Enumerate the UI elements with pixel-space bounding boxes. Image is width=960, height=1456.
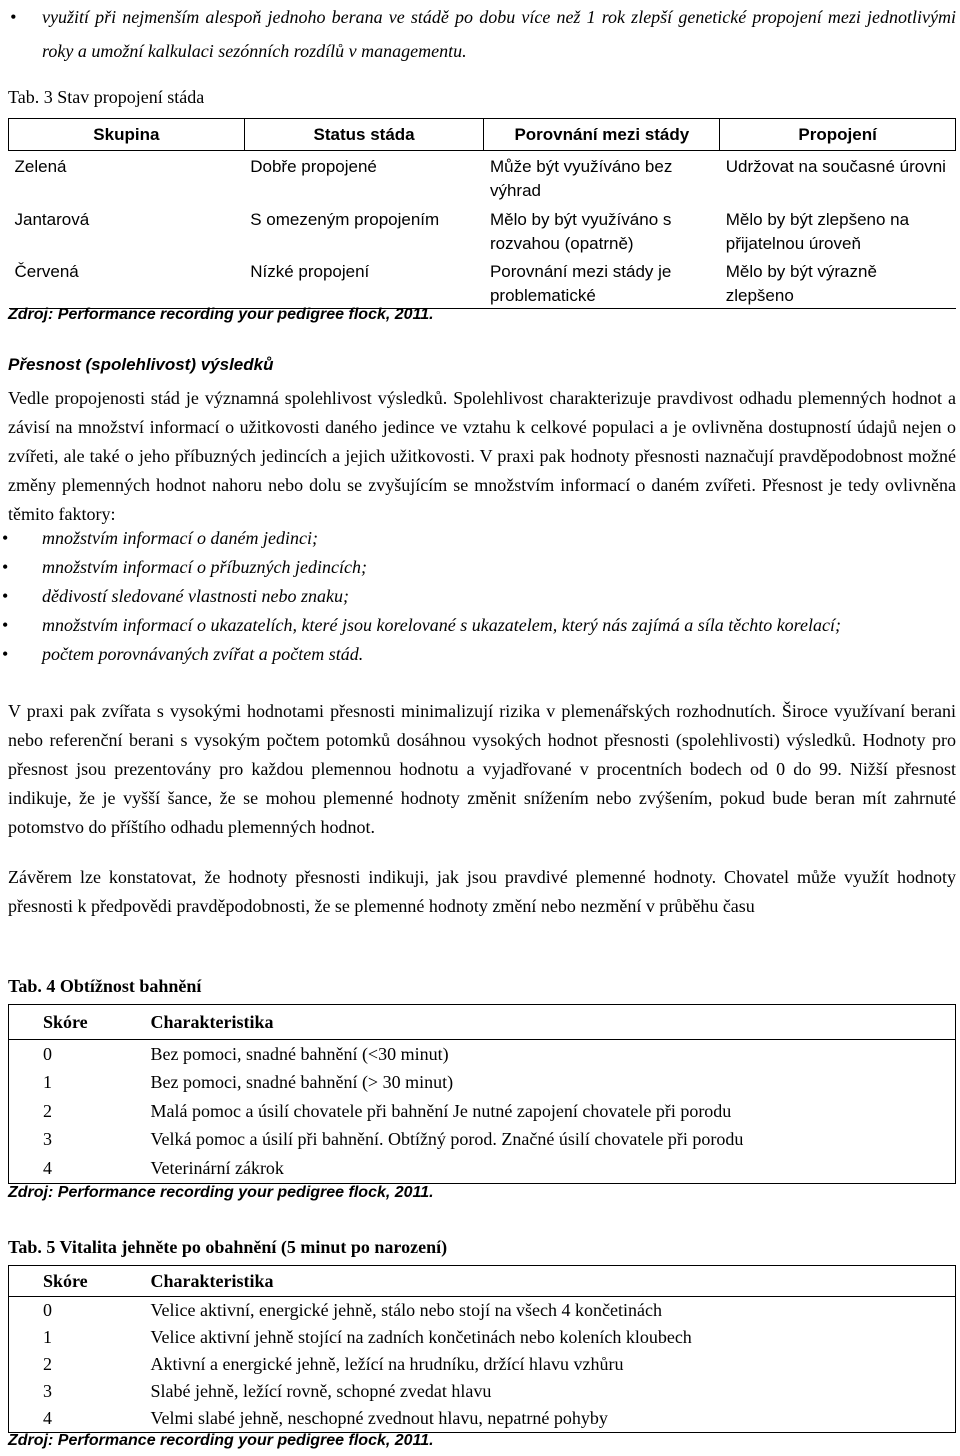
table-row: [9, 1297, 956, 1325]
tab5-header-cell: Skóre: [9, 1266, 151, 1297]
score-cell: 4: [9, 1154, 151, 1183]
table-cell: Červená: [9, 256, 245, 309]
score-cell: 1: [9, 1069, 151, 1098]
table-cell: S omezeným propojením: [250, 209, 440, 229]
description-cell: Velice aktivní jehně stojící na zadních končetinách nebo koleních kloubech: [151, 1324, 956, 1351]
description-cell: Bez pomoci, snadné bahnění (> 30 minut): [151, 1069, 956, 1098]
table-row: [9, 151, 956, 204]
tab3-header-cell: Propojení: [720, 119, 956, 151]
score-cell: 3: [9, 1126, 151, 1155]
score-cell: 0: [9, 1040, 151, 1069]
description-cell: Velká pomoc a úsilí při bahnění. Obtížný porod. Značné úsilí chovatele při porodu: [151, 1126, 956, 1155]
table-row: [9, 204, 956, 256]
description-cell: Malá pomoc a úsilí chovatele při bahnění Je nutné zapojení chovatele při porodu: [151, 1097, 956, 1126]
table-cell: Nízké propojení: [244, 256, 484, 309]
section-paragraph-1: Vedle propojenosti stád je významná spolehlivost výsledků. Spolehlivost charakterizuje pravdivost odhadu plemenných hodnot a závisí na množství informací o užitkovosti daného jedince ve vztahu k celkové populaci a je ovlivněna dostupností údajů nejen o zvířeti, ale také o jeho příbuzných jedincích a jejich užitkovosti. V praxi pak hodnoty přesnosti naznačují pravděpodobnost možné změny plemenných hodnot nahoru nebo dolu se zvyšujícím se množstvím informací o daném zvířeti. Přesnost je tedy ovlivněna těmito faktory:: [8, 388, 956, 524]
score-cell: 4: [9, 1405, 151, 1433]
tab3-header-cell: Porovnání mezi stády: [484, 119, 720, 151]
table-cell: Zelená: [14, 157, 67, 176]
description-cell: Velmi slabé jehně, neschopné zvednout hlavu, nepatrné pohyby: [151, 1405, 956, 1433]
tab3-header-cell: Status stáda: [244, 119, 484, 151]
tab4-caption-label: Tab.: [8, 976, 42, 996]
table-cell: Může být využíváno bez výhrad: [489, 157, 673, 200]
tab5-table: [8, 1265, 956, 1433]
tab5-caption-title: 5 Vitalita jehněte po obahnění (5 minut po narození): [41, 1237, 448, 1257]
bullet-icon: •: [10, 7, 17, 27]
description-cell: Veterinární zákrok: [151, 1154, 956, 1183]
list-item: [2, 611, 956, 640]
list-item-text: množstvím informací o daném jedinci;: [42, 528, 318, 548]
tab4-caption-title: 4 Obtížnost bahnění: [41, 976, 202, 996]
table-cell: Mělo by být využíváno s rozvahou (opatrně): [489, 209, 672, 253]
tab5-header-row: [9, 1266, 956, 1297]
score-cell: 0: [9, 1297, 151, 1325]
tab5-caption: [8, 1237, 447, 1258]
bullet-icon: •: [2, 528, 9, 548]
table-cell: Porovnání mezi stády je problematické: [484, 256, 720, 309]
bullet-icon: •: [2, 644, 9, 664]
table-cell: Jantarová: [14, 209, 90, 229]
tab5-header-cell: Charakteristika: [151, 1266, 956, 1297]
table-row: [9, 1378, 956, 1405]
section-paragraph-2: V praxi pak zvířata s vysokými hodnotami přesnosti minimalizují rizika v plemenářských rozhodnutích. Široce využívaní berani nebo referenční berani s vysokým počtem potomků dosáhnou vysokých hodnot přesnosti (spolehlivosti) výsledků. Hodnoty pro přesnost jsou prezentovány pro každou plemennou hodnotu a vyjadřované v procentních bodech od 0 do 99. Nižší přesnost indikuje, že je vyšší šance, že se mohou plemenné hodnoty změnit snížením nebo zvýšením, pokud bude beran mít zahrnuté potomstvo do příštího odhadu plemenných hodnot.: [8, 701, 956, 837]
tab5-caption-label: Tab.: [8, 1237, 42, 1257]
list-item-text: množstvím informací o ukazatelích, které jsou korelované s ukazatelem, který nás zajímá a síla těchto korelací;: [42, 615, 841, 635]
table-cell: Udržovat na současné úrovni: [725, 157, 946, 176]
bullet-icon: •: [2, 586, 9, 606]
score-cell: 2: [9, 1097, 151, 1126]
tab4-table: [8, 1004, 956, 1184]
intro-bullet-text: využití při nejmenším alespoň jednoho berana ve stádě po dobu více než 1 rok zlepší genetické propojení mezi jednotlivými roky a umožní kalkulaci sezónních rozdílů v managementu.: [42, 7, 956, 61]
tab5-source-note: Zdroj: Performance recording your pedigree flock, 2011.: [8, 1432, 434, 1449]
tab4-caption: [8, 976, 201, 997]
list-item-text: počtem porovnávaných zvířat a počtem stád.: [42, 644, 364, 664]
table-cell: Mělo by být výrazně zlepšeno: [720, 256, 956, 309]
list-item: [2, 553, 956, 582]
tab3-caption-label: Tab.: [8, 87, 40, 107]
description-cell: Bez pomoci, snadné bahnění (<30 minut): [151, 1040, 956, 1069]
list-item: [2, 582, 956, 611]
bullet-icon: •: [2, 615, 9, 635]
tab3-caption: [8, 87, 204, 108]
table-cell: Mělo by být zlepšeno na přijatelnou úroveň: [725, 209, 910, 253]
tab3-table: [8, 118, 956, 309]
tab4-header-cell: Charakteristika: [151, 1005, 956, 1040]
bullet-icon: •: [2, 557, 9, 577]
list-item: [2, 524, 956, 553]
tab3-header-row: [9, 119, 956, 151]
table-row: [9, 1126, 956, 1155]
tab4-header-cell: Skóre: [9, 1005, 151, 1040]
tab4-header-row: [9, 1005, 956, 1040]
description-cell: Aktivní a energické jehně, ležící na hrudníku, držící hlavu vzhůru: [151, 1351, 956, 1378]
factors-list: [2, 524, 956, 669]
tab4-source-note: Zdroj: Performance recording your pedigree flock, 2011.: [8, 1184, 434, 1201]
list-item-text: dědivostí sledované vlastnosti nebo znaku;: [42, 586, 349, 606]
table-row: [9, 1154, 956, 1183]
list-item-text: množstvím informací o příbuzných jedincích;: [42, 557, 367, 577]
table-row: [9, 1405, 956, 1433]
table-row: [9, 1069, 956, 1098]
intro-bullet-item: [8, 0, 956, 68]
description-cell: Slabé jehně, ležící rovně, schopné zvedat hlavu: [151, 1378, 956, 1405]
tab3-caption-title: 3 Stav propojení stáda: [39, 87, 205, 107]
table-row: [9, 1097, 956, 1126]
section-paragraph-3: Závěrem lze konstatovat, že hodnoty přesnosti indikuji, jak jsou pravdivé plemenné hodnoty. Chovatel může využít hodnoty přesnosti k předpovědi pravděpodobnosti, že se plemenné hodnoty změní nebo nezmění v průběhu času: [8, 867, 956, 916]
description-cell: Velice aktivní, energické jehně, stálo nebo stojí na všech 4 končetinách: [151, 1297, 956, 1325]
table-row: [9, 1351, 956, 1378]
table-row: [9, 1324, 956, 1351]
score-cell: 2: [9, 1351, 151, 1378]
table-row: [9, 256, 956, 309]
list-item: [2, 640, 956, 669]
tab3-header-cell: Skupina: [9, 119, 245, 151]
table-row: [9, 1040, 956, 1069]
section-title: Přesnost (spolehlivost) výsledků: [8, 355, 274, 374]
tab3-source-note: Zdroj: Performance recording your pedigree flock, 2011.: [8, 306, 434, 323]
table-cell: Dobře propojené: [250, 157, 377, 176]
score-cell: 1: [9, 1324, 151, 1351]
score-cell: 3: [9, 1378, 151, 1405]
